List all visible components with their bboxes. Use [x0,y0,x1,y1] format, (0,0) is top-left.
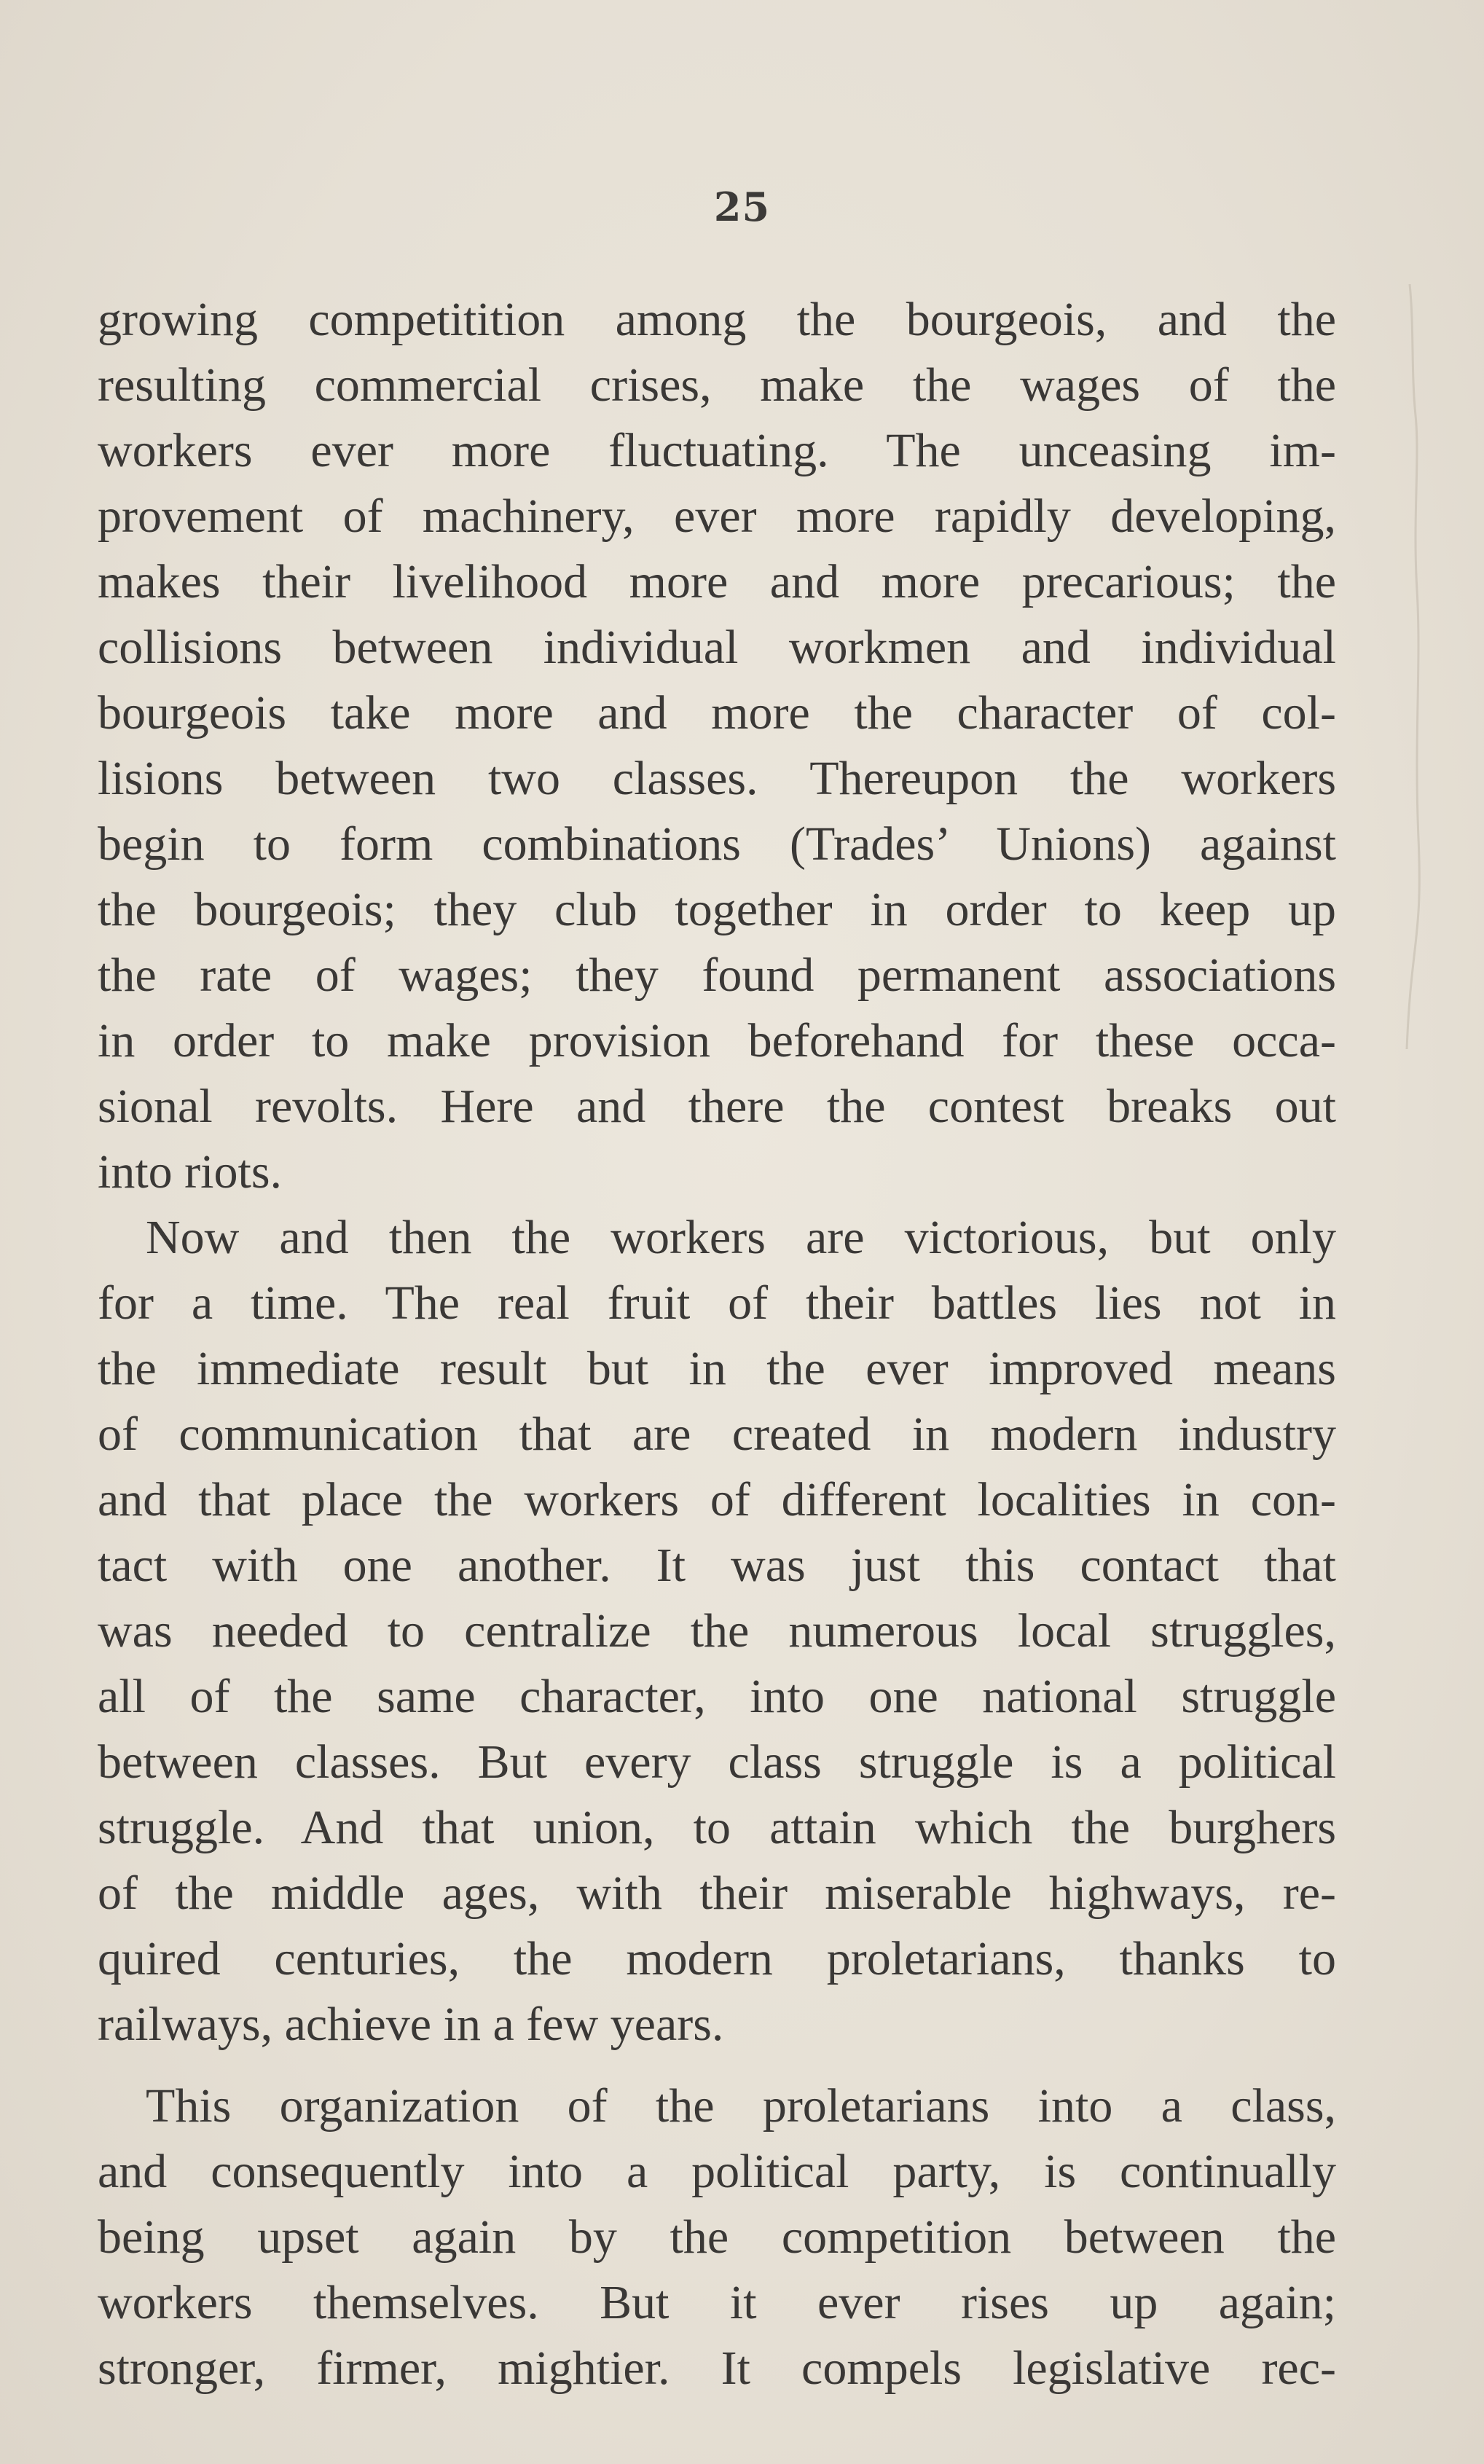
text-line: begin to form combinations (Trades’ Unions) against [98,817,1336,871]
text-line: lisions between two classes. Thereupon the workers [98,752,1336,805]
body-text [98,287,1336,2401]
text-line: of communication that are created in modern industry [98,1408,1336,1461]
text-line: between classes. But every class struggle is a political [98,1735,1336,1789]
text-line: struggle. And that union, to attain which the burghers [98,1801,1336,1854]
text-line: all of the same character, into one national struggle [98,1670,1336,1723]
text-line: resulting commercial crises, make the wages of the [98,358,1336,412]
paragraph [98,287,1336,1205]
text-line: and consequently into a political party, is continually [98,2145,1336,2198]
text-line: workers ever more fluctuating. The unceasing im- [98,424,1336,477]
text-line: in order to make provision beforehand for these occa- [98,1014,1336,1067]
text-line: quired centuries, the modern proletarians, thanks to [98,1932,1336,1985]
text-line: for a time. The real fruit of their battles lies not in [98,1276,1336,1330]
text-line: the rate of wages; they found permanent associations [98,949,1336,1002]
text-line: was needed to centralize the numerous local struggles, [98,1604,1336,1657]
text-line: of the middle ages, with their miserable highways, re- [98,1867,1336,1920]
text-line: growing competitition among the bourgeois, and the [98,293,1336,346]
text-line: railways, achieve in a few years. [98,1998,724,2051]
text-line: stronger, firmer, mightier. It compels legislative rec- [98,2342,1336,2395]
text-line: bourgeois take more and more the character of col- [98,686,1336,739]
text-line: provement of machinery, ever more rapidly developing, [98,490,1336,543]
text-line: the immediate result but in the ever improved means [98,1342,1336,1395]
text-line: workers themselves. But it ever rises up again; [98,2276,1336,2329]
text-line: This organization of the proletarians into a class, [146,2079,1336,2133]
paragraph [98,2073,1336,2401]
text-line: tact with one another. It was just this contact that [98,1539,1336,1592]
text-line: makes their livelihood more and more precarious; the [98,555,1336,608]
text-line: collisions between individual workmen and individual [98,621,1336,674]
paragraph [98,1205,1336,2057]
page-number: 25 [713,184,771,230]
paragraph-gap [98,2057,1336,2073]
text-line: and that place the workers of different localities in con- [98,1473,1336,1526]
page-edge-shadow [1404,284,1426,1049]
text-line: Now and then the workers are victorious, but only [146,1211,1336,1264]
text-line: the bourgeois; they club together in order to keep up [98,883,1336,936]
text-line: into riots. [98,1145,283,1198]
text-line: being upset again by the competition between the [98,2210,1336,2264]
text-line: sional revolts. Here and there the contest breaks out [98,1080,1336,1133]
